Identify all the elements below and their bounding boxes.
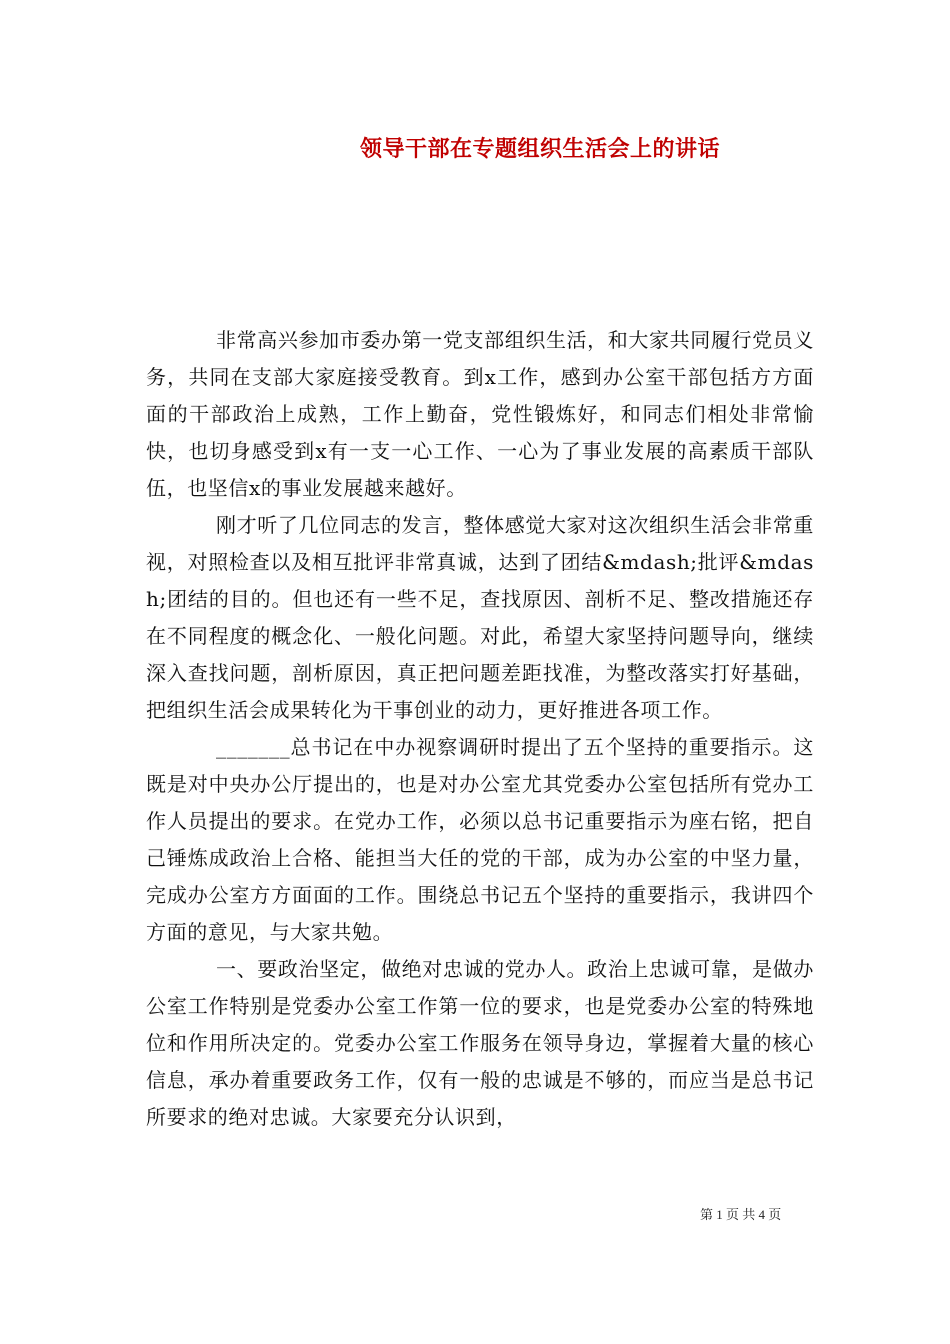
page-number: 第 1 页 共 4 页 xyxy=(700,1207,782,1222)
document-body xyxy=(146,322,814,1136)
paragraph: 非常高兴参加市委办第一党支部组织生活，和大家共同履行党员义务，共同在支部大家庭接受教育。到x工作，感到办公室干部包括方方面面的干部政治上成熟，工作上勤奋，党性锻炼好，和同志们相处非常愉快，也切身感受到x有一支一心工作、一心为了事业发展的高素质干部队伍，也坚信x的事业发展越来越好。 xyxy=(146,328,814,500)
paragraph: 刚才听了几位同志的发言，整体感觉大家对这次组织生活会非常重视，对照检查以及相互批评非常真诚，达到了团结&mdash;批评&mdash;团结的目的。但也还有一些不足，查找原因、剖析不足、整改措施还存在不同程度的概念化、一般化问题。对此，希望大家坚持问题导向，继续深入查找问题，剖析原因，真正把问题差距找准，为整改落实打好基础，把组织生活会成果转化为干事创业的动力，更好推进各项工作。 xyxy=(146,513,814,722)
paragraph: 一、要政治坚定，做绝对忠诚的党办人。政治上忠诚可靠，是做办公室工作特别是党委办公室工作第一位的要求，也是党委办公室的特殊地位和作用所决定的。党委办公室工作服务在领导身边，掌握着大量的核心信息，承办着重要政务工作，仅有一般的忠诚是不够的，而应当是总书记所要求的绝对忠诚。大家要充分认识到， xyxy=(146,957,814,1129)
paragraph: _______总书记在中办视察调研时提出了五个坚持的重要指示。这既是对中央办公厅提出的，也是对办公室尤其党委办公室包括所有党办工作人员提出的要求。在党办工作，必须以总书记重要指示为座右铭，把自己锤炼成政治上合格、能担当大任的党的干部，成为办公室的中坚力量，完成办公室方方面面的工作。围绕总书记五个坚持的重要指示，我讲四个方面的意见，与大家共勉。 xyxy=(146,735,814,944)
document-title: 领导干部在专题组织生活会上的讲话 xyxy=(359,136,720,162)
